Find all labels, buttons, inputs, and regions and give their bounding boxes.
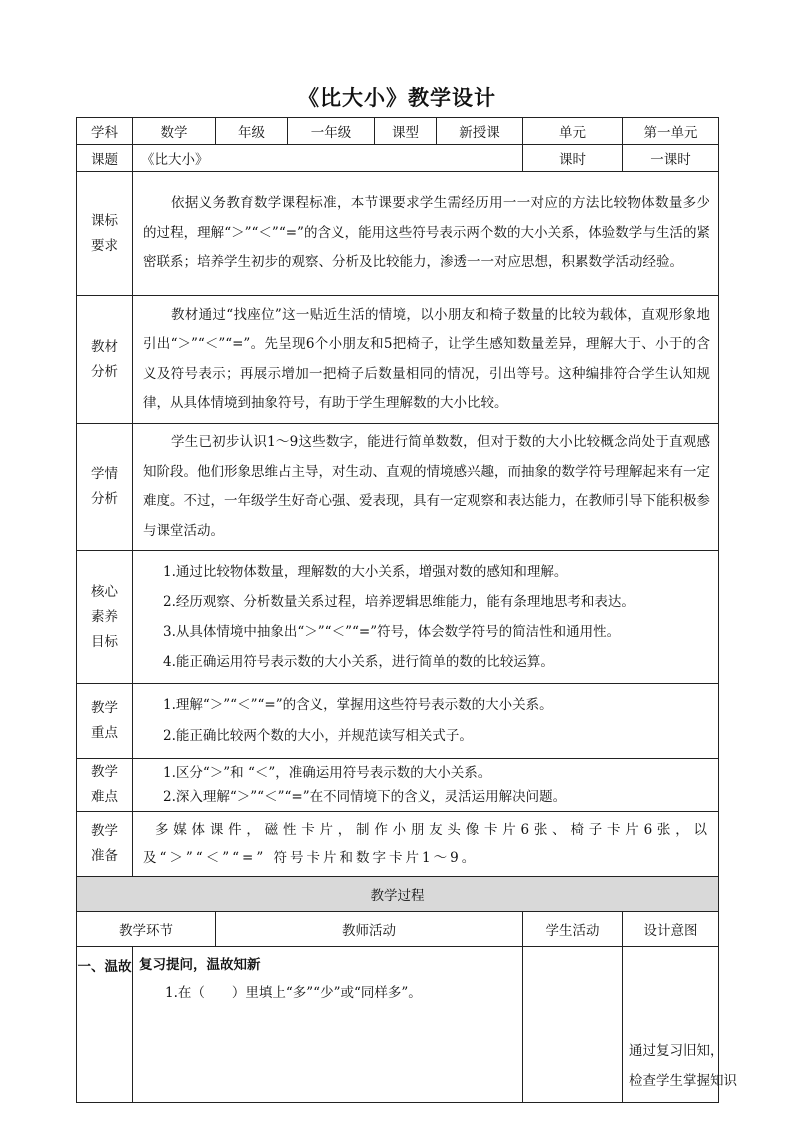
- standard-label: 课标要求: [91, 212, 118, 254]
- topic-value: 《比大小》: [133, 145, 523, 172]
- section-label: [77, 684, 133, 759]
- teacher-activity: [133, 947, 523, 1103]
- process-row: [77, 947, 719, 1103]
- design-intent: [623, 947, 737, 1103]
- subject-value: 数学: [133, 118, 216, 145]
- activity-heading: 复习提问，温故知新: [139, 957, 261, 973]
- lesson-plan-table: [76, 117, 737, 1103]
- preparation-label: 教学准备: [91, 823, 118, 864]
- section-preparation: [77, 812, 719, 877]
- document-title: 《比大小》教学设计: [298, 85, 496, 110]
- intent-line: 通过复习旧知，: [629, 1043, 724, 1059]
- section-label: [77, 759, 133, 812]
- type-value: 新授课: [437, 118, 523, 145]
- list-item: 2.能正确比较两个数的大小，并规范读写相关式子。: [163, 728, 473, 744]
- unit-label: 单元: [523, 118, 623, 145]
- activity-line: 1.在（ ）里填上“多”“少”或“同样多”。: [165, 985, 422, 1001]
- process-title-row: [77, 877, 719, 912]
- section-label: [77, 551, 133, 684]
- grade-value: 一年级: [288, 118, 375, 145]
- topic-label: 课题: [77, 145, 133, 172]
- section-label: [77, 812, 133, 877]
- hours-value: 一课时: [623, 145, 719, 172]
- section-keypoints: [77, 684, 719, 759]
- header-teacher: 教师活动: [216, 912, 523, 947]
- intent-line: 检查学生掌握知识: [629, 1073, 737, 1089]
- header-intent: 设计意图: [623, 912, 719, 947]
- list-item: 3.从具体情境中抽象出“＞”“＜”“=”符号，体会数学符号的简洁性和通用性。: [163, 624, 621, 640]
- section-students: [77, 424, 719, 551]
- students-label: 学情分析: [91, 466, 118, 507]
- grade-label: 年级: [216, 118, 288, 145]
- material-label: 教材分析: [91, 338, 118, 380]
- process-header-row: [77, 912, 719, 947]
- type-label: 课型: [375, 118, 437, 145]
- section-difficulties: [77, 759, 719, 812]
- info-row-topic: [77, 145, 719, 172]
- header-student: 学生活动: [523, 912, 623, 947]
- list-item: 4.能正确运用符号表示数的大小关系，进行简单的数的比较运算。: [163, 654, 554, 670]
- material-text: 教材通过“找座位”这一贴近生活的情境，以小朋友和椅子数量的比较为载体，直观形象地引出“＞”“＜”“=”。先呈现6个小朋友和5把椅子，让学生感知数量差异，理解大于、小于的含义及符号表示；再展示增加一把椅子后数量相同的情况，引出等号。这种编排符合学生认知规律，从具体情境到抽象符号，有助于学生理解数的大小比较。: [133, 296, 719, 424]
- section-material: [77, 296, 719, 424]
- keypoints-list: [133, 684, 719, 759]
- section-label: [77, 296, 133, 424]
- difficulties-label: 教学难点: [91, 764, 118, 805]
- students-text: 学生已初步认识1～9这些数字，能进行简单数数，但对于数的大小比较概念尚处于直观感知阶段。他们形象思维占主导，对生动、直观的情境感兴趣，而抽象的数学符号理解起来有一定难度。不过，一年级学生好奇心强、爱表现，具有一定观察和表达能力，在教师引导下能积极参与课堂活动。: [133, 424, 719, 551]
- goals-label: 核心素养目标: [91, 583, 118, 650]
- keypoints-label: 教学重点: [91, 700, 118, 741]
- list-item: 2.深入理解“＞”“＜”“=”在不同情境下的含义，灵活运用解决问题。: [163, 789, 567, 805]
- info-row-subject: [77, 118, 719, 145]
- list-item: 1.通过比较物体数量，理解数的大小关系，增强对数的感知和理解。: [163, 564, 568, 580]
- list-item: 2.经历观察、分析数量关系过程，培养逻辑思维能力，能有条理地思考和表达。: [163, 594, 635, 610]
- section-label: [77, 424, 133, 551]
- process-title: 教学过程: [77, 877, 719, 912]
- hours-label: 课时: [523, 145, 623, 172]
- goals-list: [133, 551, 719, 684]
- section-standard: [77, 172, 719, 296]
- student-activity: [523, 947, 623, 1103]
- step-name: 一、温故: [77, 947, 133, 1103]
- difficulties-list: [133, 759, 719, 812]
- unit-value: 第一单元: [623, 118, 719, 145]
- preparation-text: 多媒体课件，磁性卡片，制作小朋友头像卡片6张、椅子卡片6张，以及“＞”“＜”“=” 符号卡片和数字卡片1～9。: [133, 812, 719, 877]
- section-label: [77, 172, 133, 296]
- section-goals: [77, 551, 719, 684]
- header-step: 教学环节: [77, 912, 216, 947]
- subject-label: 学科: [77, 118, 133, 145]
- list-item: 1.区分“＞”和 “＜”，准确运用符号表示数的大小关系。: [163, 765, 492, 781]
- list-item: 1.理解“＞”“＜”“=”的含义，掌握用这些符号表示数的大小关系。: [163, 697, 553, 713]
- standard-text: 依据义务教育数学课程标准，本节课要求学生需经历用一一对应的方法比较物体数量多少的过程，理解“＞”“＜”“=”的含义，能用这些符号表示两个数的大小关系，体验数学与生活的紧密联系；培养学生初步的观察、分析及比较能力，渗透一一对应思想，积累数学活动经验。: [133, 172, 719, 296]
